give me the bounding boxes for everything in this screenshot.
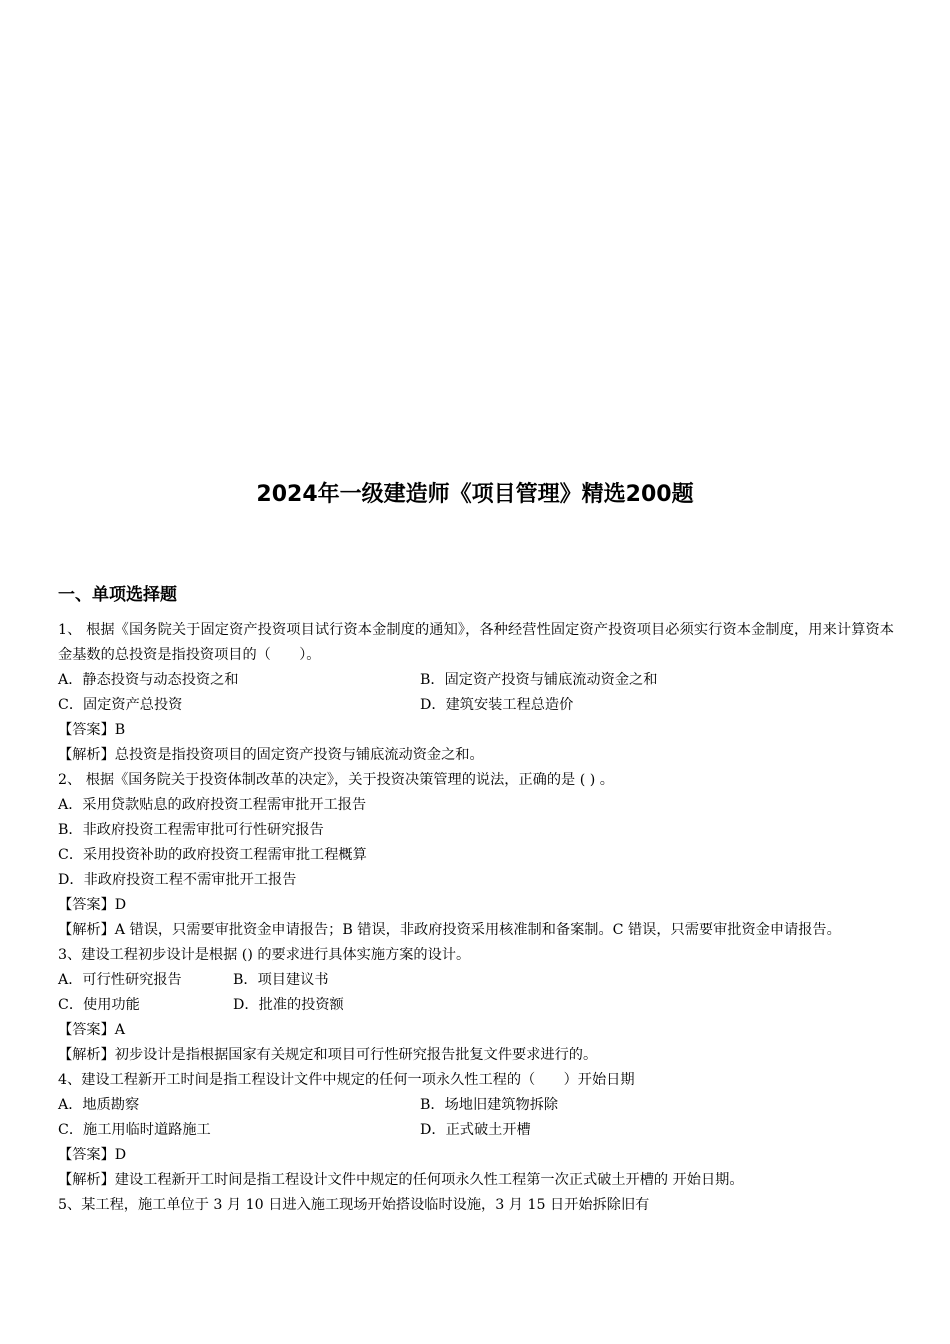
- option-c: C．采用投资补助的政府投资工程需审批工程概算: [58, 847, 367, 863]
- option-b: B．项目建议书: [233, 972, 329, 988]
- question-list: [58, 618, 894, 1218]
- option-d: D．批准的投资额: [233, 997, 344, 1013]
- option-d: D．非政府投资工程不需审批开工报告: [58, 872, 297, 888]
- analysis-line: 【解析】A 错误，只需要审批资金申请报告；B 错误，非政府投资采用核准制和备案制。C 错误，只需要审批资金申请报告。: [58, 922, 841, 938]
- document-title: 2024年一级建造师《项目管理》精选200题: [256, 482, 694, 507]
- options-row: [58, 1118, 894, 1143]
- answer-line: 【答案】B: [58, 722, 126, 738]
- analysis-line: 【解析】总投资是指投资项目的固定资产投资与铺底流动资金之和。: [58, 747, 484, 763]
- option-b: B．固定资产投资与铺底流动资金之和: [420, 672, 658, 688]
- answer-line: 【答案】D: [58, 897, 127, 913]
- options-row: [58, 1093, 894, 1118]
- option-d: D．正式破土开槽: [420, 1122, 531, 1138]
- option-c: C．固定资产总投资: [58, 697, 183, 713]
- option-d: D．建筑安装工程总造价: [420, 697, 574, 713]
- option-b: B．场地旧建筑物拆除: [420, 1097, 559, 1113]
- option-a: A．静态投资与动态投资之和: [58, 672, 239, 688]
- question-stem: 3、建设工程初步设计是根据 () 的要求进行具体实施方案的设计。: [58, 947, 471, 963]
- option-c: C．施工用临时道路施工: [58, 1122, 211, 1138]
- question-stem: 1、 根据《国务院关于固定资产投资项目试行资本金制度的通知》，各种经营性固定资产投资项目必须实行资本金制度，用来计算资本金基数的总投资是指投资项目的（ ）。: [58, 622, 894, 663]
- answer-line: 【答案】D: [58, 1147, 127, 1163]
- option-b: B．非政府投资工程需审批可行性研究报告: [58, 822, 324, 838]
- analysis-line: 【解析】初步设计是指根据国家有关规定和项目可行性研究报告批复文件要求进行的。: [58, 1047, 598, 1063]
- options-row: [58, 668, 894, 693]
- options-row: [58, 693, 894, 718]
- analysis-line: 【解析】建设工程新开工时间是指工程设计文件中规定的任何项永久性工程第一次正式破土开槽的 开始日期。: [58, 1172, 744, 1188]
- option-c: C．使用功能: [58, 997, 140, 1013]
- section-heading: 一、单项选择题: [58, 585, 177, 605]
- option-a: A．采用贷款贴息的政府投资工程需审批开工报告: [58, 797, 367, 813]
- options-row: [58, 993, 894, 1018]
- question-stem: 4、建设工程新开工时间是指工程设计文件中规定的任何一项永久性工程的（ ）开始日期: [58, 1072, 635, 1088]
- question-stem: 5、某工程，施工单位于 3 月 10 日进入施工现场开始搭设临时设施，3 月 15 日开始拆除旧有: [58, 1197, 650, 1213]
- question-stem: 2、 根据《国务院关于投资体制改革的决定》，关于投资决策管理的说法，正确的是 ( ) 。: [58, 772, 614, 788]
- options-row: [58, 968, 894, 993]
- option-a: A．可行性研究报告: [58, 972, 182, 988]
- option-a: A．地质勘察: [58, 1097, 140, 1113]
- answer-line: 【答案】A: [58, 1022, 125, 1038]
